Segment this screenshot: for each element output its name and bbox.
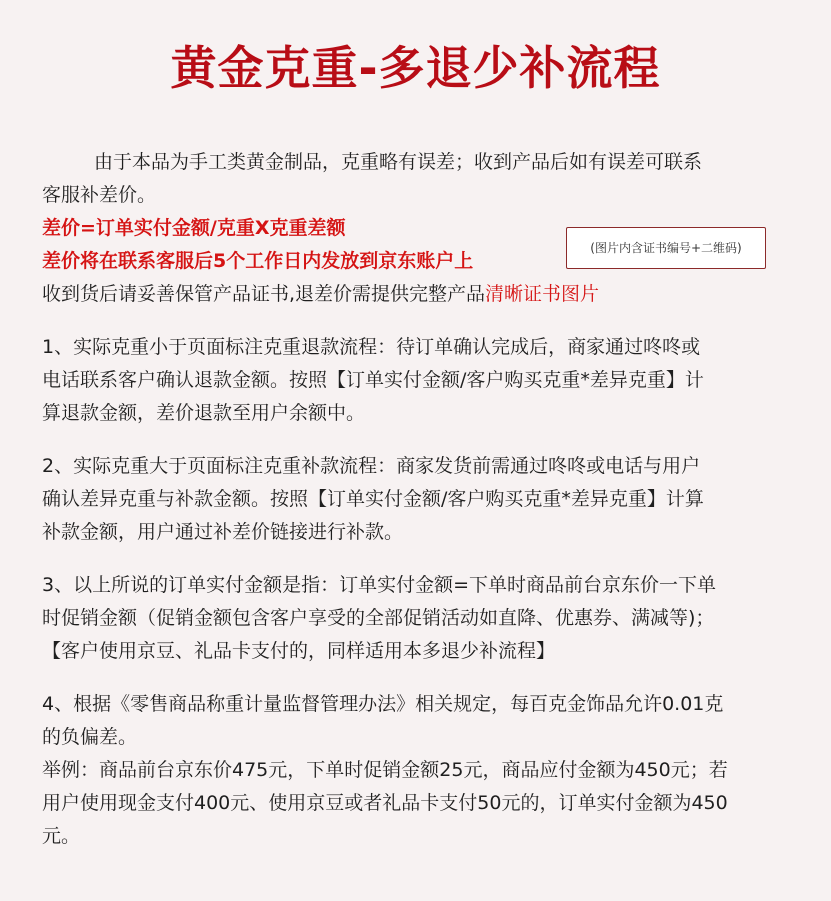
price-difference-formula: 差价=订单实付金额/克重X克重差额 (42, 217, 346, 239)
section-4-line-2: 的负偏差。 (42, 726, 138, 748)
intro-line-1: 由于本品为手工类黄金制品，克重略有误差；收到产品后如有误差可联系 (94, 151, 703, 173)
section-2-line-2: 确认差异克重与补款金额。按照【订单实付金额/客户购买克重*差异克重】计算 (42, 488, 704, 510)
section-4-line-1: 4、根据《零售商品称重计量监督管理办法》相关规定，每百克金饰品允许0.01克 (42, 693, 724, 715)
page-title: 黄金克重-多退少补流程 (170, 41, 661, 95)
section-3-line-2: 时促销金额（促销金额包含客户享受的全部促销活动如直降、优惠券、满减等)； (42, 607, 715, 629)
section-2-line-1: 2、实际克重大于页面标注克重补款流程：商家发货前需通过咚咚或电话与用户 (42, 455, 701, 477)
section-1-line-3: 算退款金额，差价退款至用户余额中。 (42, 402, 366, 424)
refund-deadline: 差价将在联系客服后5个工作日内发放到京东账户上 (42, 250, 474, 272)
example-line-1: 举例：商品前台京东价475元，下单时促销金额25元，商品应付金额为450元；若 (42, 759, 728, 781)
section-1-line-2: 电话联系客户确认退款金额。按照【订单实付金额/客户购买克重*差异克重】计 (42, 369, 704, 391)
example-line-2: 用户使用现金支付400元、使用京豆或者礼品卡支付50元的，订单实付金额为450 (42, 792, 728, 814)
section-1-line-1: 1、实际克重小于页面标注克重退款流程：待订单确认完成后，商家通过咚咚或 (42, 336, 701, 358)
section-3-line-1: 3、以上所说的订单实付金额是指：订单实付金额=下单时商品前台京东价一下单 (42, 574, 717, 596)
section-3-line-3: 【客户使用京豆、礼品卡支付的，同样适用本多退少补流程】 (42, 640, 556, 662)
example-line-3: 元。 (42, 825, 81, 847)
keep-certificate-line (42, 278, 797, 311)
certificate-note-box: (图片内含证书编号+二维码) (566, 227, 766, 269)
certificate-image-highlight: 清晰证书图片 (485, 283, 600, 305)
section-2-line-3: 补款金额，用户通过补差价链接进行补款。 (42, 521, 404, 543)
keep-certificate-text: 收到货后请妥善保管产品证书,退差价需提供完整产品 (42, 283, 486, 305)
intro-line-2: 客服补差价。 (42, 184, 157, 206)
